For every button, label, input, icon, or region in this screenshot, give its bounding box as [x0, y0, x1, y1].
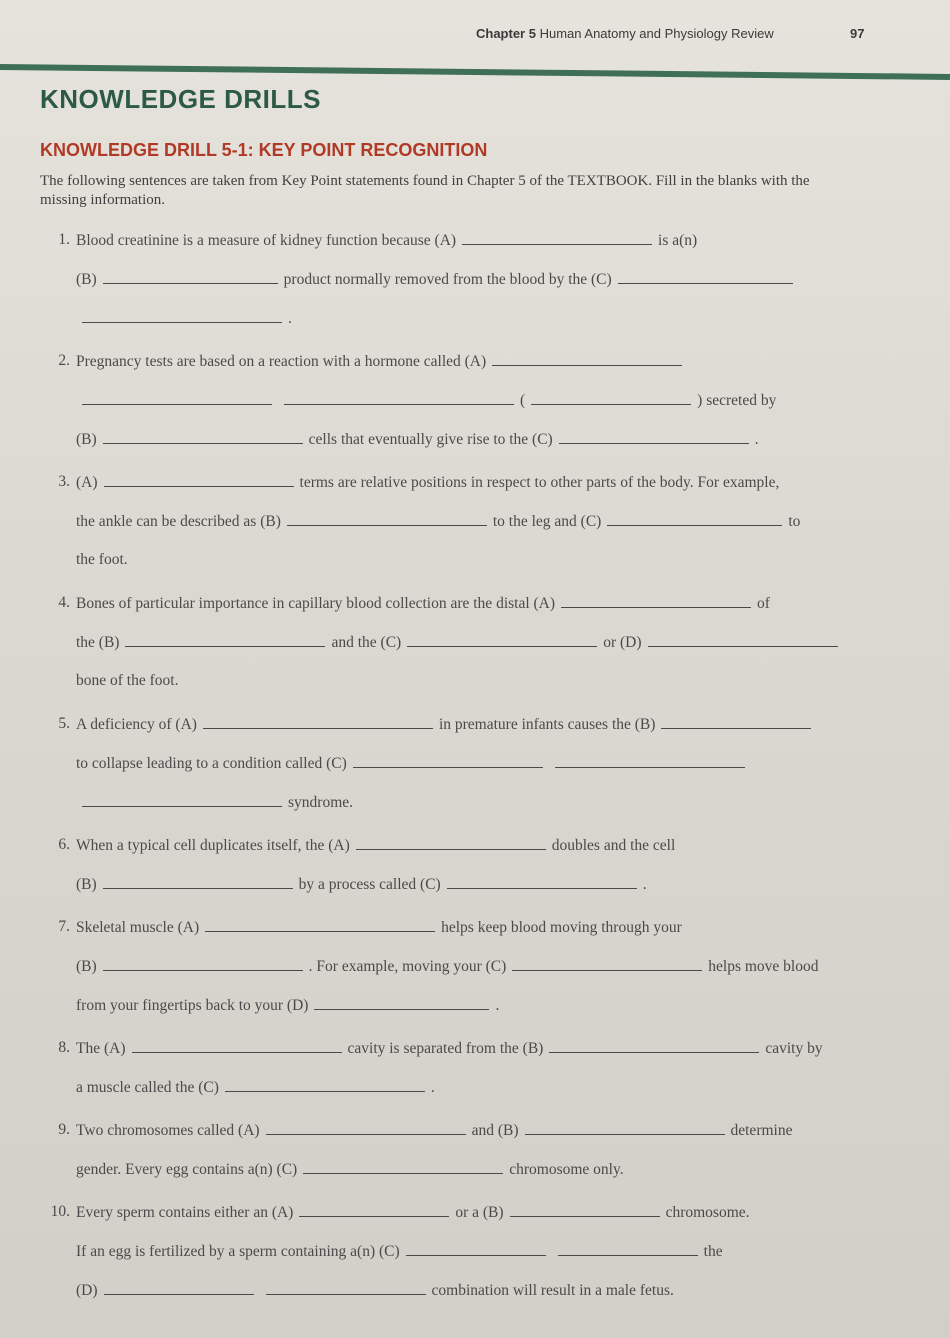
question-line	[40, 1116, 900, 1155]
question-text: to	[788, 513, 801, 530]
question-line	[40, 913, 900, 952]
question-text: product normally removed from the blood by the (C)	[283, 271, 612, 288]
answer-blank[interactable]	[447, 870, 637, 889]
question-text: .	[495, 997, 500, 1014]
answer-blank[interactable]	[558, 1237, 698, 1256]
question-text: to the leg and (C)	[492, 513, 602, 530]
question-text: of	[757, 595, 770, 612]
question-number: 7.	[58, 918, 70, 935]
question-line	[40, 1073, 900, 1112]
answer-blank[interactable]	[618, 265, 793, 284]
question-text: combination will result in a male fetus.	[431, 1282, 674, 1299]
question-line	[40, 1034, 900, 1073]
instructions: The following sentences are taken from Key Point statements found in Chapter 5 of the TEXTBOOK. Fill in the blanks with the missing information.	[40, 173, 810, 208]
question-line	[40, 952, 900, 991]
answer-blank[interactable]	[462, 226, 652, 245]
question-text: .	[288, 310, 292, 327]
question-line	[40, 1198, 900, 1237]
question-3	[40, 468, 900, 585]
answer-blank[interactable]	[492, 347, 682, 366]
answer-blank[interactable]	[103, 870, 293, 889]
question-text: is a(n)	[658, 232, 698, 249]
answer-blank[interactable]	[132, 1034, 342, 1053]
question-line	[40, 870, 900, 909]
answer-blank[interactable]	[104, 468, 294, 487]
answer-blank[interactable]	[512, 952, 702, 971]
question-text: and the (C)	[331, 634, 402, 651]
question-text: gender. Every egg contains a(n) (C)	[76, 1161, 298, 1178]
answer-blank[interactable]	[356, 831, 546, 850]
question-text: Blood creatinine is a measure of kidney function because (A)	[76, 232, 457, 249]
question-text: the ankle can be described as (B)	[76, 513, 281, 530]
question-line	[40, 507, 900, 546]
question-line	[40, 628, 900, 667]
question-text: cells that eventually give rise to the (C)	[308, 431, 553, 448]
question-8	[40, 1034, 900, 1112]
question-text: (	[520, 392, 526, 409]
question-text: terms are relative positions in respect to other parts of the body. For example,	[299, 474, 780, 491]
question-number: 6.	[58, 836, 70, 853]
question-line	[40, 991, 900, 1030]
chapter-title: Human Anatomy and Physiology Review	[539, 26, 774, 41]
answer-blank[interactable]	[82, 304, 282, 323]
answer-blank[interactable]	[406, 1237, 546, 1256]
question-number: 3.	[58, 473, 70, 490]
answer-blank[interactable]	[561, 589, 751, 608]
answer-blank[interactable]	[266, 1116, 466, 1135]
question-line	[40, 425, 900, 464]
answer-blank[interactable]	[299, 1198, 449, 1217]
question-text: Pregnancy tests are based on a reaction with a hormone called (A)	[76, 353, 487, 370]
answer-blank[interactable]	[648, 628, 838, 647]
question-5	[40, 710, 900, 827]
question-text: .	[642, 876, 647, 893]
answer-blank[interactable]	[661, 710, 811, 729]
question-1	[40, 226, 900, 343]
question-text: bone of the foot.	[76, 672, 179, 689]
answer-blank[interactable]	[353, 749, 543, 768]
question-number: 10.	[50, 1203, 70, 1220]
question-line	[40, 546, 900, 585]
question-text: in premature infants causes the (B)	[438, 716, 656, 733]
answer-blank[interactable]	[510, 1198, 660, 1217]
answer-blank[interactable]	[555, 749, 745, 768]
answer-blank[interactable]	[203, 710, 433, 729]
question-list	[40, 226, 900, 1319]
question-text: If an egg is fertilized by a sperm containing a(n) (C)	[76, 1243, 400, 1260]
answer-blank[interactable]	[266, 1276, 426, 1295]
question-line	[40, 667, 900, 706]
answer-blank[interactable]	[104, 1276, 254, 1295]
question-text: a muscle called the (C)	[76, 1079, 219, 1096]
question-text: (B)	[76, 271, 97, 288]
question-text: the	[703, 1243, 723, 1260]
question-9	[40, 1116, 900, 1194]
answer-blank[interactable]	[287, 507, 487, 526]
question-text: cavity by	[765, 1040, 823, 1057]
question-text: (B)	[76, 958, 97, 975]
question-7	[40, 913, 900, 1030]
question-line	[40, 468, 900, 507]
question-text: syndrome.	[288, 794, 354, 811]
question-text: Every sperm contains either an (A)	[76, 1204, 294, 1221]
section-title: KNOWLEDGE DRILLS	[40, 84, 321, 114]
answer-blank[interactable]	[125, 628, 325, 647]
question-text: A deficiency of (A)	[76, 716, 197, 733]
answer-blank[interactable]	[103, 952, 303, 971]
question-text: cavity is separated from the (B)	[347, 1040, 544, 1057]
question-text: .	[754, 431, 759, 448]
question-text: (D)	[76, 1282, 98, 1299]
question-line	[40, 1276, 900, 1315]
question-4	[40, 589, 900, 706]
question-line	[40, 386, 900, 425]
question-text: (B)	[76, 431, 97, 448]
question-text: (B)	[76, 876, 97, 893]
question-line	[40, 710, 900, 749]
question-text: from your fingertips back to your (D)	[76, 997, 309, 1014]
question-number: 9.	[58, 1121, 70, 1138]
question-text: . For example, moving your (C)	[308, 958, 507, 975]
answer-blank[interactable]	[103, 265, 278, 284]
question-2	[40, 347, 900, 464]
question-10	[40, 1198, 900, 1315]
chapter-label: Chapter 5	[476, 26, 536, 41]
question-text: The (A)	[76, 1040, 126, 1057]
answer-blank[interactable]	[225, 1073, 425, 1092]
question-number: 4.	[58, 594, 70, 611]
answer-blank[interactable]	[314, 991, 489, 1010]
answer-blank[interactable]	[607, 507, 782, 526]
question-6	[40, 831, 900, 909]
question-text: ) secreted by	[697, 392, 777, 409]
question-text: Skeletal muscle (A)	[76, 919, 200, 936]
question-line	[40, 265, 900, 304]
question-text: (A)	[76, 474, 98, 491]
question-line	[40, 304, 900, 343]
question-text: or a (B)	[455, 1204, 504, 1221]
answer-blank[interactable]	[284, 386, 514, 405]
answer-blank[interactable]	[525, 1116, 725, 1135]
answer-blank[interactable]	[549, 1034, 759, 1053]
question-text: When a typical cell duplicates itself, the (A)	[76, 837, 350, 854]
question-number: 1.	[58, 231, 70, 248]
running-header	[476, 26, 876, 41]
question-text: doubles and the cell	[551, 837, 676, 854]
answer-blank[interactable]	[205, 913, 435, 932]
question-text: or (D)	[603, 634, 642, 651]
question-line	[40, 226, 900, 265]
question-text: Bones of particular importance in capillary blood collection are the distal (A)	[76, 595, 556, 612]
answer-blank[interactable]	[82, 788, 282, 807]
question-line	[40, 1155, 900, 1194]
answer-blank[interactable]	[531, 386, 691, 405]
question-text: chromosome.	[665, 1204, 750, 1221]
header-rule	[0, 64, 950, 80]
answer-blank[interactable]	[103, 425, 303, 444]
question-text: helps keep blood moving through your	[441, 919, 682, 936]
drill-title: KNOWLEDGE DRILL 5-1: KEY POINT RECOGNITION	[40, 140, 488, 160]
question-number: 8.	[58, 1039, 70, 1056]
question-text: helps move blood	[708, 958, 819, 975]
question-line	[40, 347, 900, 386]
question-text: chromosome only.	[509, 1161, 624, 1178]
question-number: 5.	[58, 715, 70, 732]
question-text: Two chromosomes called (A)	[76, 1122, 260, 1139]
question-text: the (B)	[76, 634, 120, 651]
question-line	[40, 788, 900, 827]
question-text: to collapse leading to a condition called (C)	[76, 755, 347, 772]
question-text: and (B)	[471, 1122, 519, 1139]
page-number: 97	[850, 26, 865, 41]
question-line	[40, 589, 900, 628]
question-text: determine	[730, 1122, 793, 1139]
answer-blank[interactable]	[559, 425, 749, 444]
question-line	[40, 1237, 900, 1276]
question-number: 2.	[58, 352, 70, 369]
answer-blank[interactable]	[82, 386, 272, 405]
answer-blank[interactable]	[407, 628, 597, 647]
question-line	[40, 749, 900, 788]
question-text: the foot.	[76, 551, 128, 568]
question-line	[40, 831, 900, 870]
question-text: by a process called (C)	[298, 876, 441, 893]
answer-blank[interactable]	[303, 1155, 503, 1174]
question-text: .	[430, 1079, 435, 1096]
